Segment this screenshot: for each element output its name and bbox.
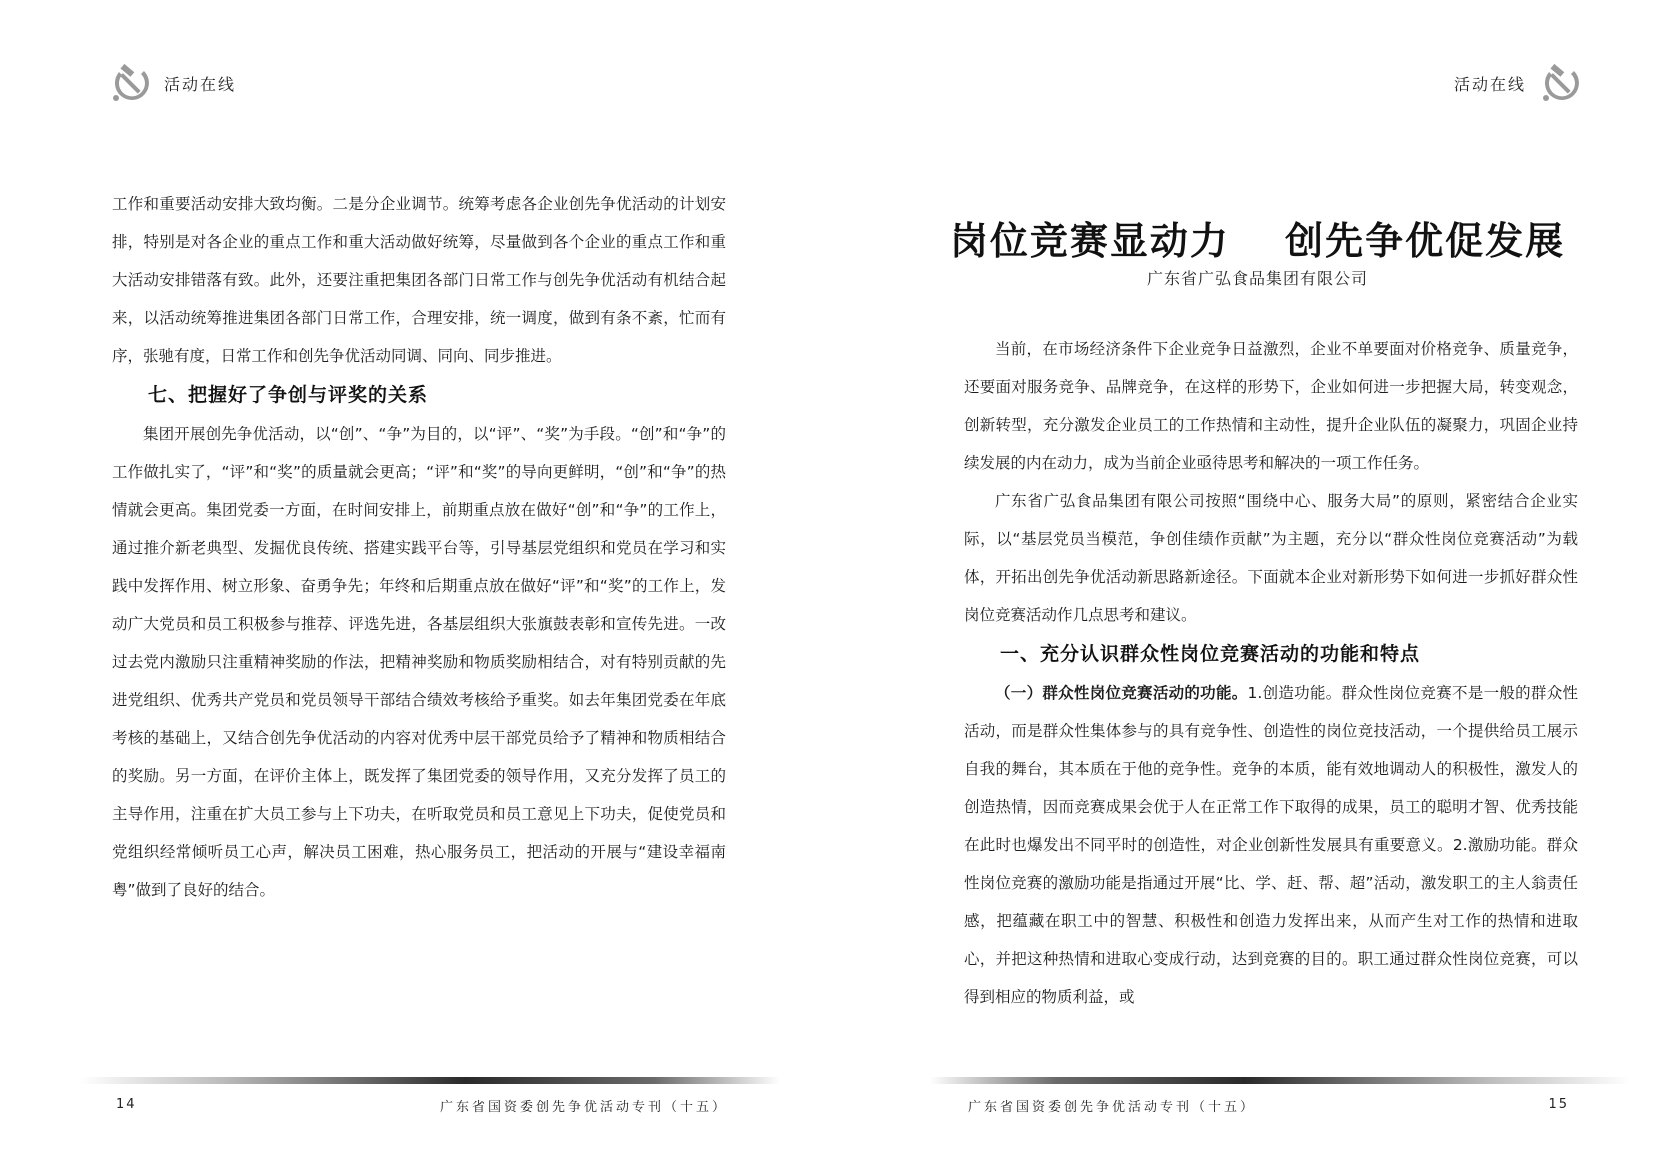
article-author: 广东省广弘食品集团有限公司 [1146, 269, 1368, 288]
section-heading: 一、充分认识群众性岗位竞赛活动的功能和特点 [1000, 643, 1421, 665]
right-page-header [1454, 58, 1584, 108]
left-page [0, 0, 838, 1154]
paragraph: 当前，在市场经济条件下企业竞争日益激烈，企业不单要面对价格竞争、质量竞争，还要面对服务竞争、品牌竞争，在这样的形势下，企业如何进一步把握大局，转变观念，创新转型，充分激发企业员工的工作热情和主动性，提升企业队伍的凝聚力，巩固企业持续发展的内在动力，成为当前企业亟待思考和解决的一项工作任务。 [964, 340, 1578, 472]
page-number: 14 [116, 1097, 137, 1112]
right-page [838, 0, 1677, 1154]
left-body-text [112, 185, 726, 909]
paragraph: 集团开展创先争优活动，以“创”、“争”为目的，以“评”、“奖”为手段。“创”和“争”的工作做扎实了，“评”和“奖”的质量就会更高；“评”和“奖”的导向更鲜明，“创”和“争”的热情就会更高。集团党委一方面，在时间安排上，前期重点放在做好“创”和“争”的工作上，通过推介新老典型、发掘优良传统、搭建实践平台等，引导基层党组织和党员在学习和实践中发挥作用、树立形象、奋勇争先；年终和后期重点放在做好“评”和“奖”的工作上，发动广大党员和员工积极参与推荐、评选先进，各基层组织大张旗鼓表彰和宣传先进。一改过去党内激励只注重精神奖励的作法，把精神奖励和物质奖励相结合，对有特别贡献的先进党组织、优秀共产党员和党员领导干部结合绩效考核给予重奖。如去年集团党委在年底考核的基础上，又结合创先争优活动的内容对优秀中层干部党员给予了精神和物质相结合的奖励。另一方面，在评价主体上，既发挥了集团党委的领导作用，又充分发挥了员工的主导作用，注重在扩大员工参与上下功夫，在听取党员和员工意见上下功夫，促使党员和党组织经常倾听员工心声，解决员工困难，热心服务员工，把活动的开展与“建设幸福南粤”做到了良好的结合。 [112, 425, 726, 899]
section-heading: 七、把握好了争创与评奖的关系 [148, 384, 429, 406]
publication-title: 广东省国资委创先争优活动专刊（十五） [968, 1100, 1257, 1115]
publication-title: 广东省国资委创先争优活动专刊（十五） [439, 1100, 728, 1115]
footer-rule [80, 1077, 780, 1084]
right-body-text [964, 330, 1578, 1016]
page-number: 15 [1548, 1097, 1569, 1112]
paragraph: 工作和重要活动安排大致均衡。二是分企业调节。统筹考虑各企业创先争优活动的计划安排，特别是对各企业的重点工作和重大活动做好统筹，尽量做到各个企业的重点工作和重大活动安排错落有致。此外，还要注重把集团各部门日常工作与创先争优活动有机结合起来，以活动统筹推进集团各部门日常工作，合理安排，统一调度，做到有条不紊，忙而有序，张驰有度，日常工作和创先争优活动同调、同向、同步推进。 [112, 195, 726, 365]
paragraph [964, 674, 1578, 1016]
subsection-label: （一）群众性岗位竞赛活动的功能。 [995, 684, 1248, 702]
section-name: 活动在线 [1453, 74, 1526, 94]
footer-rule [930, 1077, 1630, 1084]
left-page-header [108, 58, 236, 108]
paragraph: 广东省广弘食品集团有限公司按照“围绕中心、服务大局”的原则，紧密结合企业实际，以“基层党员当模范，争创佳绩作贡献”为主题，充分以“群众性岗位竞赛活动”为载体，开拓出创先争优活动新思路新途径。下面就本企业对新形势下如何进一步抓好群众性岗位竞赛活动作几点思考和建议。 [964, 492, 1578, 624]
subsection-text: 1.创造功能。群众性岗位竞赛不是一般的群众性活动，而是群众性集体参与的具有竞争性、创造性的岗位竞技活动，一个提供给员工展示自我的舞台，其本质在于他的竞争性。竞争的本质，能有效地调动人的积极性，激发人的创造热情，因而竞赛成果会优于人在正常工作下取得的成果，员工的聪明才智、优秀技能在此时也爆发出不同平时的创造性，对企业创新性发展具有重要意义。2.激励功能。群众性岗位竞赛的激励功能是指通过开展“比、学、赶、帮、超”活动，激发职工的主人翁责任感，把蕴藏在职工中的智慧、积极性和创造力发挥出来，从而产生对工作的热情和进取心，并把这种热情和进取心变成行动，达到竞赛的目的。职工通过群众性岗位竞赛，可以得到相应的物质利益，或 [964, 684, 1578, 1006]
section-name: 活动在线 [164, 74, 237, 94]
article-title: 岗位竞赛显动力 创先争优促发展 [949, 218, 1566, 264]
hammer-sickle-icon [1538, 60, 1584, 106]
hammer-sickle-icon [108, 60, 154, 106]
